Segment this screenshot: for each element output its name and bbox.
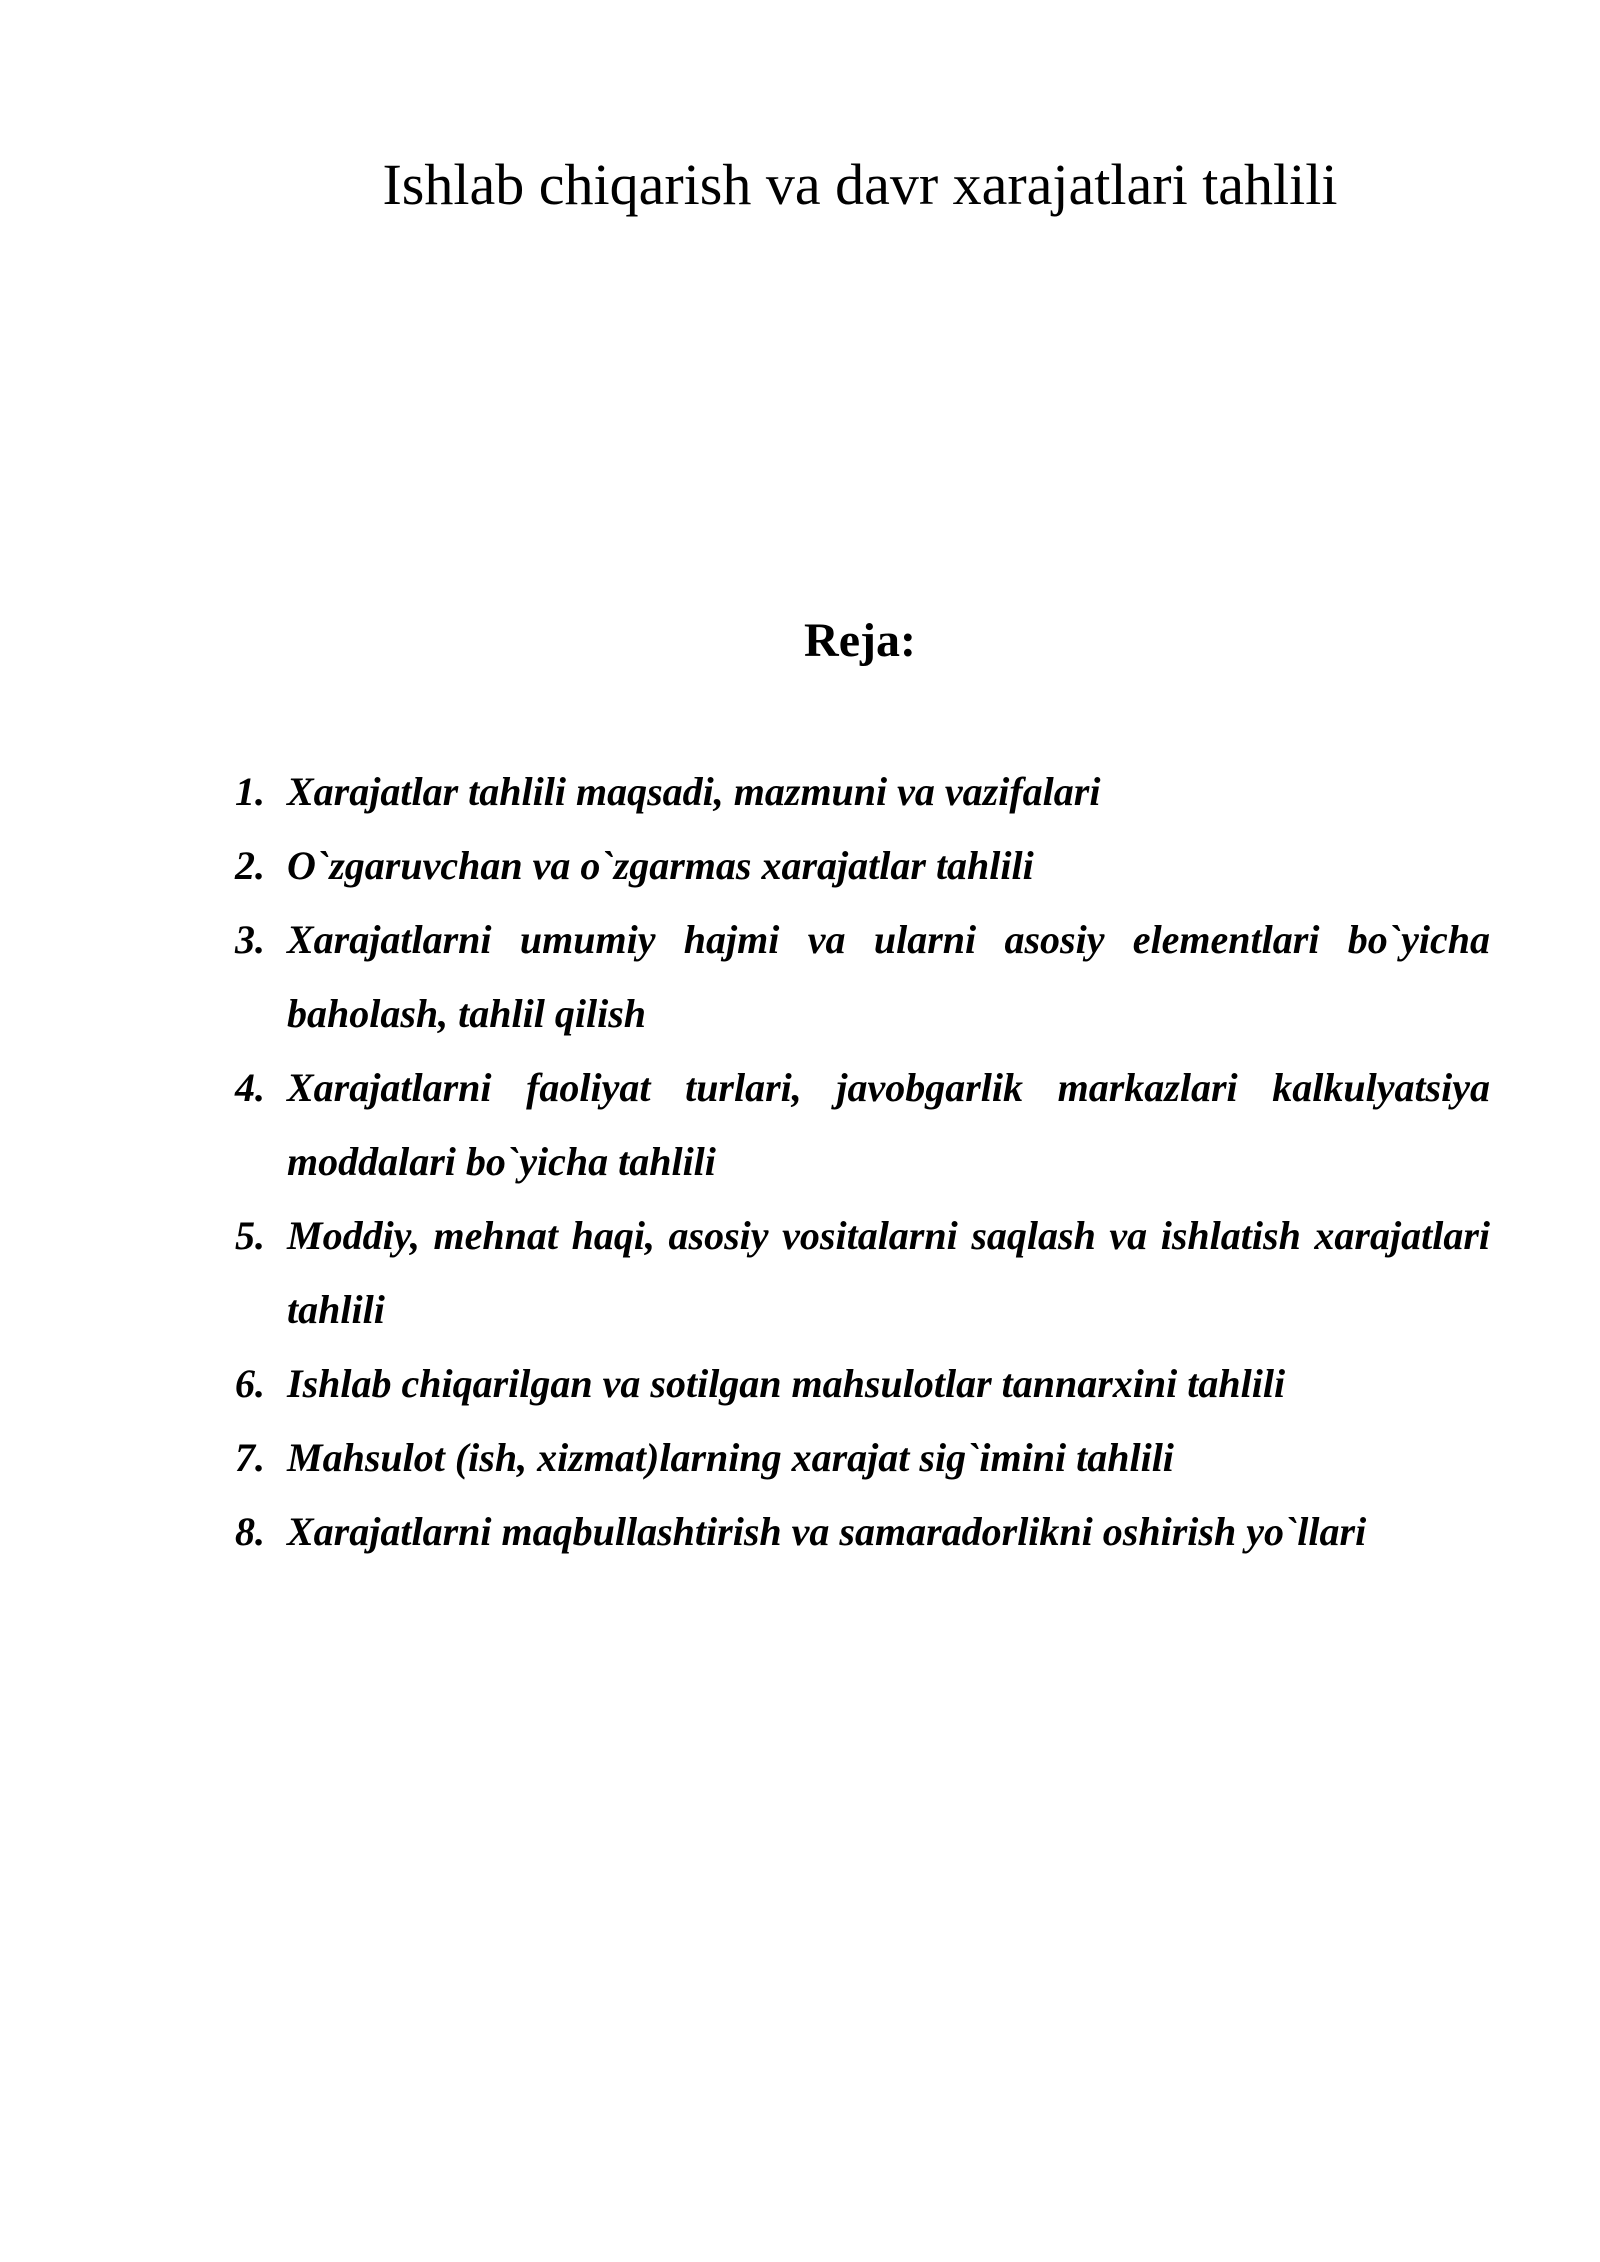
plan-item-text: Mahsulot (ish, xizmat)larning xarajat sig`imini tahlili — [287, 1435, 1174, 1480]
plan-item-text: Xarajatlarni umumiy hajmi va ularni asosiy elementlari bo`yicha baholash, tahlil qilish — [287, 917, 1490, 1036]
plan-item-5 — [235, 1199, 1490, 1347]
plan-item-text: Ishlab chiqarilgan va sotilgan mahsulotlar tannarxini tahlili — [287, 1361, 1286, 1406]
plan-item-number: 6. — [235, 1361, 265, 1406]
plan-item-3 — [235, 903, 1490, 1051]
plan-item-number: 7. — [235, 1435, 265, 1480]
plan-item-number: 5. — [235, 1213, 265, 1258]
document-title: Ishlab chiqarish va davr xarajatlari tahlili — [382, 152, 1338, 217]
plan-item-text: Xarajatlar tahlili maqsadi, mazmuni va vazifalari — [287, 769, 1101, 814]
plan-heading: Reja: — [804, 614, 916, 667]
plan-item-number: 4. — [235, 1065, 265, 1110]
plan-item-2 — [235, 829, 1490, 903]
plan-item-number: 8. — [235, 1509, 265, 1554]
plan-item-text: Xarajatlarni faoliyat turlari, javobgarlik markazlari kalkulyatsiya moddalari bo`yicha tahlili — [287, 1065, 1490, 1184]
plan-item-number: 2. — [235, 843, 265, 888]
plan-item-1 — [235, 755, 1490, 829]
plan-item-number: 3. — [235, 917, 265, 962]
plan-item-text: Xarajatlarni maqbullashtirish va samaradorlikni oshirish yo`llari — [287, 1509, 1367, 1554]
plan-list — [235, 755, 1490, 1569]
plan-item-text: O`zgaruvchan va o`zgarmas xarajatlar tahlili — [287, 843, 1034, 888]
plan-item-6 — [235, 1347, 1490, 1421]
plan-item-7 — [235, 1421, 1490, 1495]
plan-item-text: Moddiy, mehnat haqi, asosiy vositalarni saqlash va ishlatish xarajatlari tahlili — [287, 1213, 1490, 1332]
plan-item-4 — [235, 1051, 1490, 1199]
plan-item-8 — [235, 1495, 1490, 1569]
plan-item-number: 1. — [235, 769, 265, 814]
